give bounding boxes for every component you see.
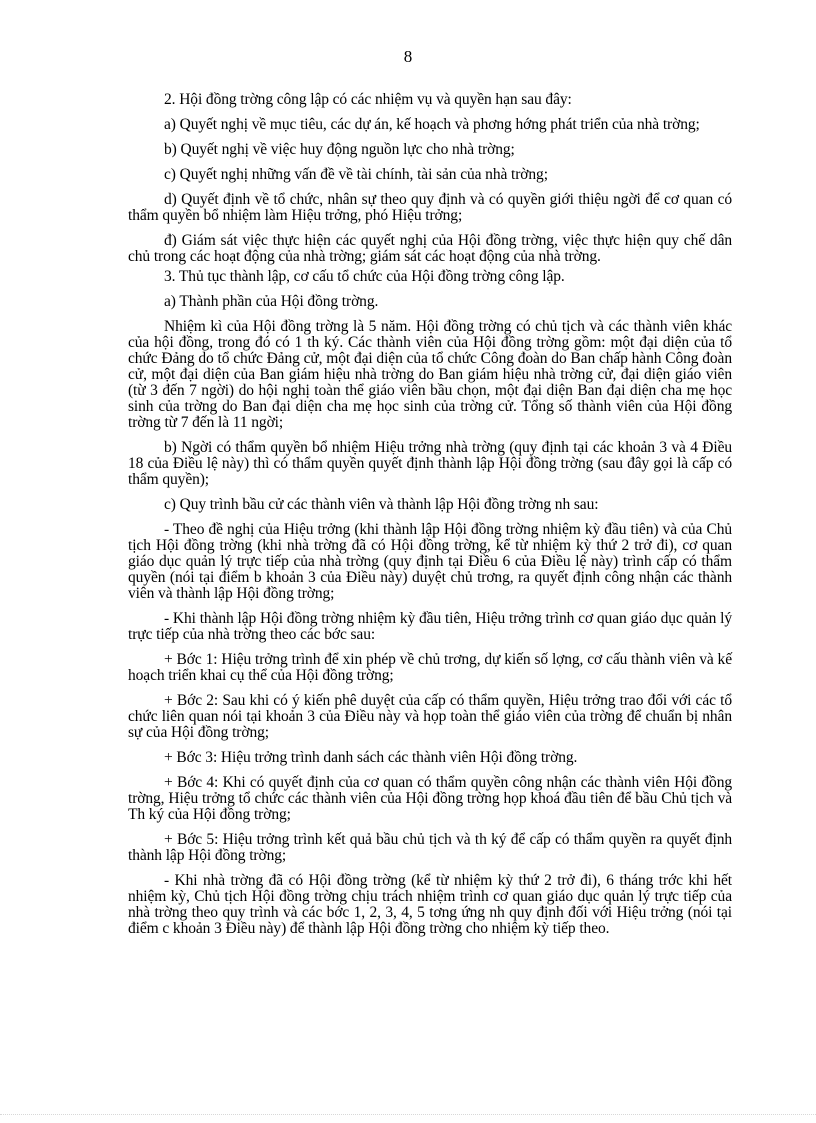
paragraph-term: Nhiệm kì của Hội đồng trờng là 5 năm. Hội đồng trờng có chủ tịch và các thành viên khác của hội đồng, trong đó có 1 th ký. Các thành viên của Hội đồng trờng gồm: một đại diện của tổ chức Đảng do tổ chức Đảng cử, một đại diện của tổ chức Công đoàn do Ban chấp hành Công đoàn cử, một đại diện của Ban giám hiệu nhà trờng do Ban giám hiệu nhà trờng cử, đại diện giáo viên (từ 3 đến 7 ngời) do hội nghị toàn thể giáo viên bầu chọn, một đại diện Ban đại diện cha mẹ học sinh của trờng do Ban đại diện cha mẹ học sinh của trờng cử. Tổng số thành viên của Hội đồng trờng từ 7 đến là 11 ngời;	[128, 318, 732, 431]
paragraph-2dd: đ) Giám sát việc thực hiện các quyết nghị của Hội đồng trờng, việc thực hiện quy chế dân chủ trong các hoạt động của nhà trờng; giám sát các hoạt động của nhà trờng.	[128, 232, 732, 265]
paragraph-next-term: - Khi nhà trờng đã có Hội đồng trờng (kể từ nhiệm kỳ thứ 2 trở đi), 6 tháng trớc khi hết nhiệm kỳ, Chủ tịch Hội đồng trờng chịu trách nhiệm trình cơ quan giáo dục quản lý trực tiếp của nhà trờng theo quy trình và các bớc 1, 2, 3, 4, 5 tơng ứng nh quy định đối với Hiệu trởng (nói tại điểm c khoản 3 Điều này) để thành lập Hội đồng trờng cho nhiệm kỳ tiếp theo.	[128, 872, 732, 937]
page-number: 8	[403, 47, 413, 66]
paragraph-first-term: - Khi thành lập Hội đồng trờng nhiệm kỳ đầu tiên, Hiệu trởng trình cơ quan giáo dục quản lý trực tiếp của nhà trờng theo các bớc sau:	[128, 610, 732, 643]
paragraph-3a: a) Thành phần của Hội đồng trờng.	[164, 293, 379, 310]
paragraph-3c: c) Quy trình bầu cử các thành viên và thành lập Hội đồng trờng nh sau:	[164, 496, 599, 513]
paragraph-step-2: + Bớc 2: Sau khi có ý kiến phê duyệt của cấp có thẩm quyền, Hiệu trởng trao đổi với các tổ chức liên quan nói tại khoản 3 của Điều này và họp toàn thể giáo viên của trờng để chuẩn bị nhân sự của Hội đồng trờng;	[128, 692, 732, 741]
paragraph-2b: b) Quyết nghị về việc huy động nguồn lực cho nhà trờng;	[164, 141, 515, 158]
paragraph-2a: a) Quyết nghị về mục tiêu, các dự án, kế hoạch và phơng hớng phát triển của nhà trờng;	[164, 116, 700, 133]
page-bottom-edge	[0, 1114, 816, 1115]
paragraph-2-heading: 2. Hội đồng trờng công lập có các nhiệm vụ và quyền hạn sau đây:	[164, 91, 572, 108]
paragraph-step-1: + Bớc 1: Hiệu trởng trình để xin phép về chủ trơng, dự kiến số lợng, cơ cấu thành viên và kế hoạch triển khai cụ thể của Hội đồng trờng;	[128, 651, 732, 684]
paragraph-2d: d) Quyết định về tổ chức, nhân sự theo quy định và có quyền giới thiệu ngời để cơ quan có thẩm quyền bổ nhiệm làm Hiệu trởng, phó Hiệu trởng;	[128, 191, 732, 224]
paragraph-2c: c) Quyết nghị những vấn đề về tài chính, tài sản của nhà trờng;	[164, 166, 548, 183]
paragraph-3-heading: 3. Thủ tục thành lập, cơ cấu tổ chức của Hội đồng trờng công lập.	[164, 268, 565, 285]
paragraph-proposal: - Theo đề nghị của Hiệu trởng (khi thành lập Hội đồng trờng nhiệm kỳ đầu tiên) và của Chủ tịch Hội đồng trờng (khi nhà trờng đã có Hội đồng trờng, kể từ nhiệm kỳ thứ 2 trở đi), cơ quan giáo dục quản lý trực tiếp của nhà trờng (quy định tại Điều 6 của Điều lệ này) trình cấp có thẩm quyền (nói tại điểm b khoản 3 của Điều này) duyệt chủ trơng, ra quyết định công nhận các thành viên và thành lập Hội đồng trờng;	[128, 521, 732, 602]
paragraph-step-5: + Bớc 5: Hiệu trởng trình kết quả bầu chủ tịch và th ký để cấp có thẩm quyền ra quyết định thành lập Hội đồng trờng;	[128, 831, 732, 864]
paragraph-3b: b) Ngời có thẩm quyền bổ nhiệm Hiệu trởng nhà trờng (quy định tại các khoản 3 và 4 Điều 18 của Điều lệ này) thì có thẩm quyền quyết định thành lập Hội đồng trờng (sau đây gọi là cấp có thẩm quyền);	[128, 439, 732, 488]
paragraph-step-4: + Bớc 4: Khi có quyết định của cơ quan có thẩm quyền công nhận các thành viên Hội đồng trờng, Hiệu trởng tổ chức các thành viên của Hội đồng trờng họp khoá đầu tiên để bầu Chủ tịch và Th ký của Hội đồng trờng;	[128, 774, 732, 823]
paragraph-step-3: + Bớc 3: Hiệu trởng trình danh sách các thành viên Hội đồng trờng.	[164, 749, 578, 766]
document-body	[128, 92, 732, 946]
